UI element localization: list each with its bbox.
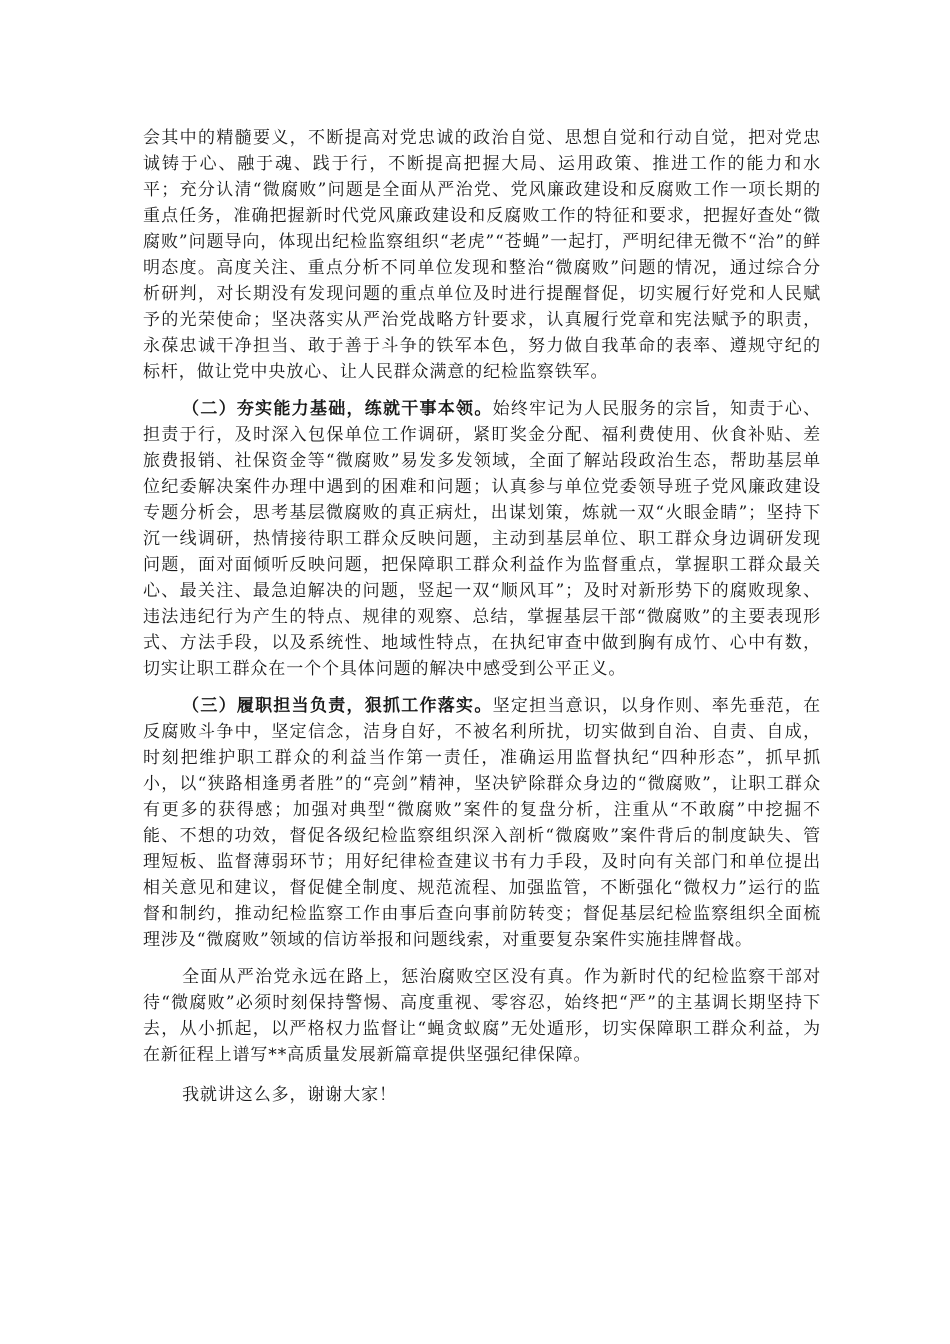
paragraph-text: 会其中的精髓要义，不断提高对党忠诚的政治自觉、思想自觉和行动自觉，把对党忠诚铸于心、融于魂、践于行，不断提高把握大局、运用政策、推进工作的能力和水平；充分认清“微腐败”问题是全面从严治党、党风廉政建设和反腐败工作一项长期的重点任务，准确把握新时代党风廉政建设和反腐败工作的特征和要求，把握好查处“微腐败”问题导向，体现出纪检监察组织“老虎”“苍蝇”一起打，严明纪律无微不“治”的鲜明态度。高度关注、重点分析不同单位发现和整治“微腐败”问题的情况，通过综合分析研判，对长期没有发现问题的重点单位及时进行提醒督促，切实履行好党和人民赋予的光荣使命；坚决落实从严治党战略方针要求，认真履行党章和宪法赋予的职责，永葆忠诚干净担当、敢于善于斗争的铁军本色，努力做自我革命的表率、遵规守纪的标杆，做让党中央放心、让人民群众满意的纪检监察铁军。 xyxy=(143,128,821,382)
paragraph-conclusion xyxy=(143,964,821,1068)
paragraph-section-2 xyxy=(143,396,821,682)
section-heading: （二）夯实能力基础，练就干事本领。 xyxy=(182,399,493,419)
document-body xyxy=(143,125,821,1119)
paragraph-text: 全面从严治党永远在路上，惩治腐败空区没有真。作为新时代的纪检监察干部对待“微腐败”必须时刻保持警惕、高度重视、零容忍，始终把“严”的主基调长期坚持下去，从小抓起，以严格权力监督让“蝇贪蚁腐”无处遁形，切实保障职工群众利益，为在新征程上谱写**高质量发展新篇章提供坚强纪律保障。 xyxy=(143,967,821,1065)
paragraph-section-3 xyxy=(143,693,821,953)
paragraph-text: 坚定担当意识，以身作则、率先垂范，在反腐败斗争中，坚定信念，洁身自好，不被名利所扰，切实做到自治、自责、自成，时刻把维护职工群众的利益当作第一责任，准确运用监督执纪“四种形态”，抓早抓小，以“狭路相逢勇者胜”的“亮剑”精神，坚决铲除群众身边的“微腐败”，让职工群众有更多的获得感；加强对典型“微腐败”案件的复盘分析，注重从“不敢腐”中挖掘不能、不想的功效，督促各级纪检监察组织深入剖析“微腐败”案件背后的制度缺失、管理短板、监督薄弱环节；用好纪律检查建议书有力手段，及时向有关部门和单位提出相关意见和建议，督促健全制度、规范流程、加强监管，不断强化“微权力”运行的监督和制约，推动纪检监察工作由事后查向事前防转变；督促基层纪检监察组织全面梳理涉及“微腐败”领域的信访举报和问题线索，对重要复杂案件实施挂牌督战。 xyxy=(143,696,821,950)
closing-remark: 我就讲这么多，谢谢大家！ xyxy=(182,1085,397,1105)
paragraph-continuation xyxy=(143,125,821,385)
section-heading: （三）履职担当负责，狠抓工作落实。 xyxy=(182,696,493,716)
paragraph-text: 始终牢记为人民服务的宗旨，知责于心、担责于行，及时深入包保单位工作调研，紧盯奖金分配、福利费使用、伙食补贴、差旅费报销、社保资金等“微腐败”易发多发领域，全面了解站段政治生态，帮助基层单位纪委解决案件办理中遇到的困难和问题；认真参与单位党委领导班子党风廉政建设专题分析会，思考基层微腐败的真正病灶，出谋划策，炼就一双“火眼金睛”；坚持下沉一线调研，热情接待职工群众反映问题，主动到基层单位、职工群众身边调研发现问题，面对面倾听反映问题，把保障职工群众利益作为监督重点，掌握职工群众最关心、最关注、最急迫解决的问题，竖起一双“顺风耳”；及时对新形势下的腐败现象、违法违纪行为产生的特点、规律的观察、总结，掌握基层干部“微腐败”的主要表现形式、方法手段，以及系统性、地域性特点，在执纪审查中做到胸有成竹、心中有数，切实让职工群众在一个个具体问题的解决中感受到公平正义。 xyxy=(143,399,821,679)
